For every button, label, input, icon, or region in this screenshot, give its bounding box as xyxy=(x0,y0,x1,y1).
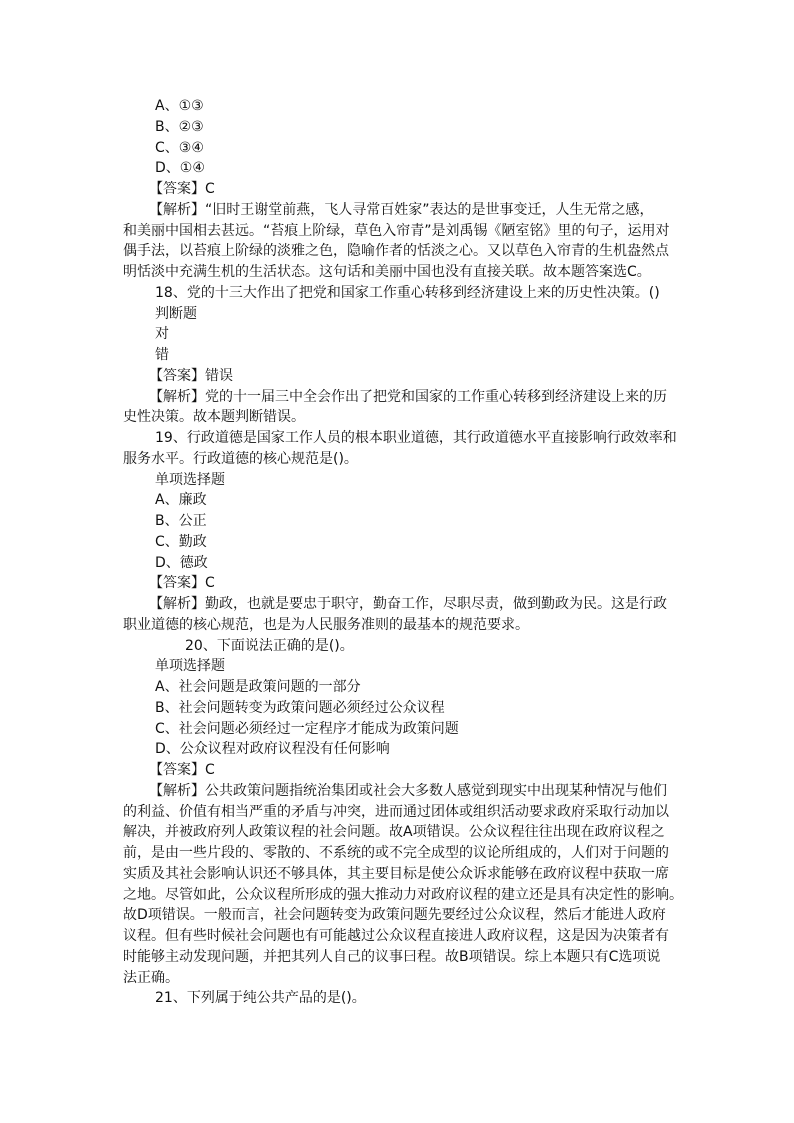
option-b: B、公正 xyxy=(155,513,207,529)
question-text: 20、下面说法正确的是()。 xyxy=(185,637,354,654)
analysis-line: 【解析】党的十一届三中全会作出了把党和国家的工作重心转移到经济建设上来的历 xyxy=(149,388,667,405)
analysis-line: 的利益、价值有相当严重的矛盾与冲突，进而通过团体或组织活动要求政府采取行动加以 xyxy=(123,803,669,820)
analysis-line: 【解析】公共政策问题指统治集团或社会大多数人感觉到现实中出现某种情况与他们 xyxy=(149,782,667,799)
analysis-line: 职业道德的核心规范，也是为人民服务准则的最基本的规范要求。 xyxy=(123,616,529,633)
question-type: 判断题 xyxy=(155,305,197,322)
option-c: C、勤政 xyxy=(155,533,207,550)
answer: 【答案】C xyxy=(149,762,215,778)
question-20 xyxy=(123,636,693,989)
question-18 xyxy=(123,283,693,428)
question-21 xyxy=(123,988,693,1009)
analysis-line: 明恬淡中充满生机的生活状态。这句话和美丽中国也没有直接关联。故本题答案选C。 xyxy=(123,264,651,280)
answer: 【答案】C xyxy=(149,181,215,197)
option-d: D、德政 xyxy=(155,554,208,571)
analysis-line: 法正确。 xyxy=(123,969,179,986)
option-d: D、公众议程对政府议程没有任何影响 xyxy=(155,741,390,758)
answer: 【答案】C xyxy=(149,575,215,592)
option-a: A、廉政 xyxy=(155,492,207,509)
question-19 xyxy=(123,428,693,636)
option-a: A、①③ xyxy=(155,98,204,114)
answer: 【答案】错误 xyxy=(149,367,233,384)
document-page xyxy=(123,96,693,1009)
analysis-line: 之地。尽管如此，公众议程所形成的强大推动力对政府议程的建立还是具有决定性的影响。 xyxy=(123,886,683,903)
question-text: 19、行政道德是国家工作人员的根本职业道德，其行政道德水平直接影响行政效率和 xyxy=(155,430,677,446)
analysis-line: 解决，并被政府列人政策议程的社会问题。故A项错误。公众议程往往出现在政府议程之 xyxy=(123,824,665,841)
option-false: 错 xyxy=(155,347,169,363)
analysis-line: 史性决策。故本题判断错误。 xyxy=(123,409,305,426)
question-type: 单项选择题 xyxy=(155,471,225,488)
option-a: A、社会问题是政策问题的一部分 xyxy=(155,679,361,695)
analysis-line: 实质及其社会影响认识还不够具体，其主要目标是使公众诉求能够在政府议程中获取一席 xyxy=(123,865,669,882)
analysis-line: 故D项错误。一般而言，社会问题转变为政策问题先要经过公众议程，然后才能进人政府 xyxy=(123,907,666,924)
analysis-line: 时能够主动发现问题，并把其列人自己的议事曰程。故B项错误。综上本题只有C选项说 xyxy=(123,948,661,965)
question-text: 服务水平。行政道德的核心规范是()。 xyxy=(123,450,358,467)
option-b: B、社会问题转变为政策问题必须经过公众议程 xyxy=(155,699,445,716)
question-text: 18、党的十三大作出了把党和国家工作重心转移到经济建设上来的历史性决策。() xyxy=(155,284,660,301)
option-true: 对 xyxy=(155,326,169,343)
analysis-line: 【解析】“旧时王谢堂前燕，飞人寻常百姓家”表达的是世事变迁，人生无常之感， xyxy=(149,201,654,218)
question-type: 单项选择题 xyxy=(155,658,225,675)
analysis-line: 【解析】勤政，也就是要忠于职守，勤奋工作，尽职尽责，做到勤政为民。这是行政 xyxy=(149,596,667,612)
question-text: 21、下列属于纯公共产品的是()。 xyxy=(155,990,366,1007)
analysis-line: 和美丽中国相去甚远。“苔痕上阶绿，草色入帘青”是刘禹锡《陋室铭》里的句子，运用对 xyxy=(123,222,670,239)
analysis-line: 偶手法，以苔痕上阶绿的淡雅之色，隐喻作者的恬淡之心。又以草色入帘青的生机盎然点 xyxy=(123,243,669,260)
option-c: C、③④ xyxy=(155,139,204,156)
option-d: D、①④ xyxy=(155,160,205,177)
option-c: C、社会问题必须经过一定程序才能成为政策问题 xyxy=(155,720,459,737)
option-b: B、②③ xyxy=(155,118,204,135)
question-17 xyxy=(123,96,693,283)
analysis-line: 议程。但有些时候社会问题也有可能越过公众议程直接进人政府议程，这是因为决策者有 xyxy=(123,928,669,944)
analysis-line: 前，是由一些片段的、零散的、不系统的或不完全成型的议论所组成的，人们对于问题的 xyxy=(123,845,669,861)
